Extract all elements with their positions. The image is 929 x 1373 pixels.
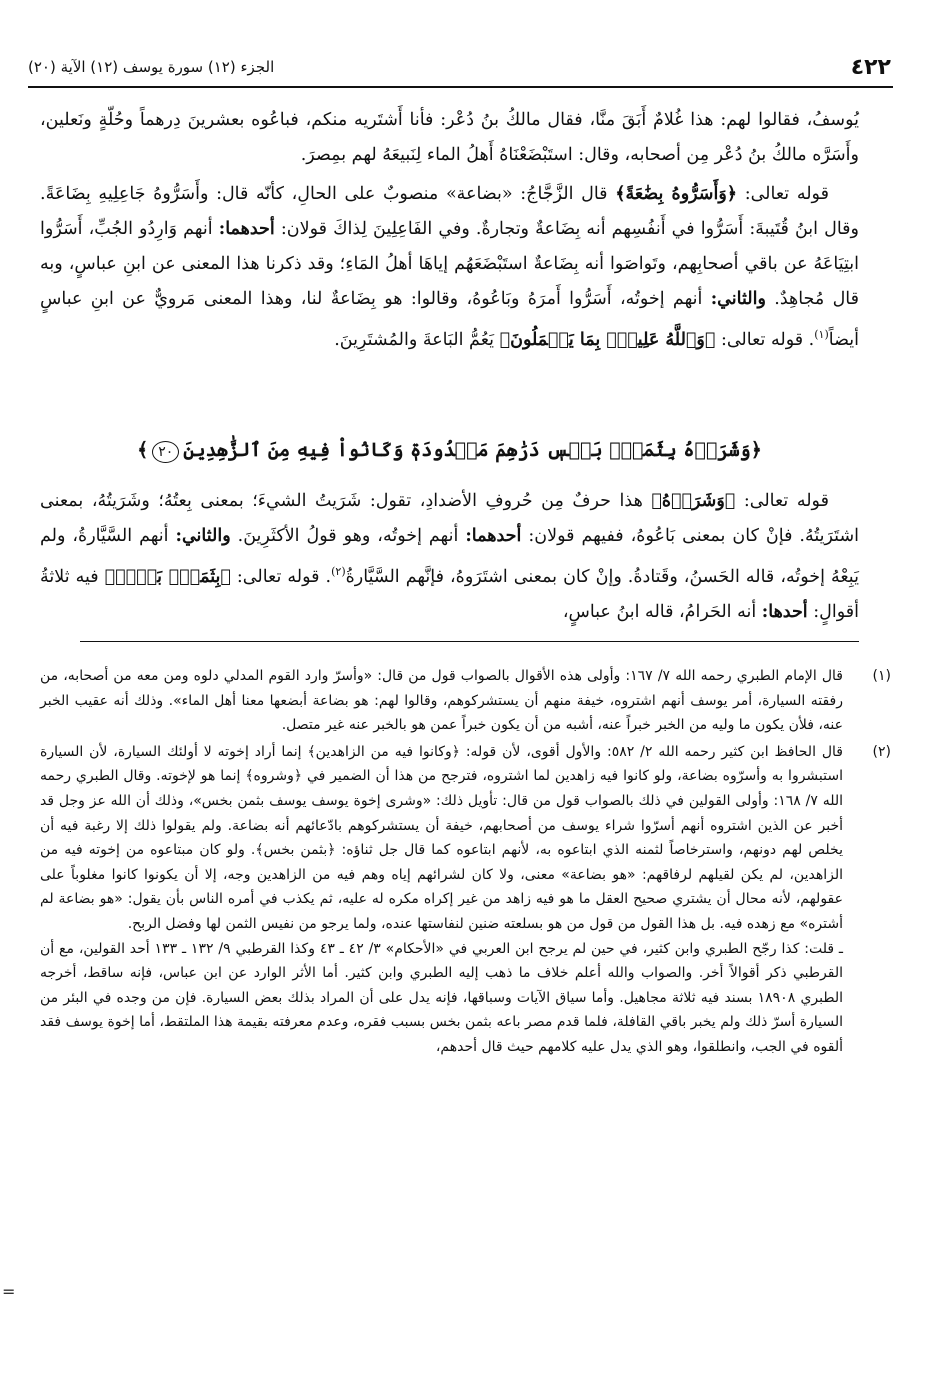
p2-verse: ﴿وَأَسَرُّوهُ بِضَٰعَةً﴾ [615, 184, 738, 204]
footnote-ref-1[interactable]: (١) [814, 328, 829, 341]
paragraph-2 [40, 177, 859, 358]
verse-text: ﴿وَشَرَوۡهُ بِثَمَنِۭ بَخۡسٖ دَرَٰهِمَ مَعۡدُودَةٖ وَكَانُواْ فِيهِ مِنَ ٱلزَّٰهِدِينَ [183, 439, 762, 461]
continuation-mark: = [2, 1282, 16, 1301]
verse-close: ﴾ [137, 439, 149, 461]
p3-verse: ﴿وَشَرَوۡهُ﴾ [651, 491, 736, 511]
p3-third-text: أنه الحَرامُ، قاله ابنُ عباسٍ، [562, 601, 757, 622]
p3-third-label: أحدها: [761, 601, 808, 622]
footnote-rule [80, 641, 859, 642]
page-number: ٤٢٢ [850, 54, 891, 80]
running-head [28, 50, 891, 84]
second-close: يَعُمُّ البَاعةَ والمُشتَرِينَ. [334, 329, 495, 350]
main-text [40, 103, 859, 362]
footnote-marker: (٢) [872, 743, 891, 760]
footnote-2 [40, 740, 891, 1060]
p3-end-2: فيه ثلاثةُ أقوالٍ: [40, 566, 859, 622]
header-rule [28, 86, 893, 88]
verse-2: ﴿وَٱللَّهُ عَلِيمُۢ بِمَا يَعۡمَلُونَ﴾ [499, 329, 716, 350]
p3-verse-2: ﴿بِثَمَنِۭ بَخۡسٖ﴾ [104, 566, 231, 587]
first-text: أنهم وَارِدُو الجُبِّ، أَسَرُّوا ابتِيَاعَهُ عن باقي أصحابِهم، وتَواصَوا أنه بِضَاعةٌ استَبْضَعَهُم إياهَا أهلُ المَاءِ؛ وقد ذكرنا هذا المعنى عن ابنِ عباسٍ، وبه قال مُجاهِدٌ. [40, 219, 859, 309]
footnote-body [40, 740, 843, 1060]
footnote-1 [40, 664, 891, 738]
p3-second-text: أنهم السَّيَّارةُ، ولم يَبِعْهُ إخوتُه، قاله الحَسنُ، وقَتادةُ. وإنْ كان بمعنى اشتَرَوهُ، فإنَّهم السَّيَّارةُ [40, 526, 859, 587]
p2-rest: قال الزَّجَّاجُ: «بضاعة» منصوبٌ على الحالِ، كأنّه قال: وأَسَرُّوهُ جَاعِلِيهِ بِضَاعَةً. وقال ابنُ قُتَيبةَ: أَسَرُّوا في أَنفُسِهم أنه بِضَاعةٌ وتجارةٌ. وفي الفَاعِلِينَ لِذاكَ قولان: [40, 184, 859, 239]
p3-first-text: أنهم إخوتُه، وهو قولُ الأكثَرِينَ. [237, 526, 459, 546]
footnote-text: قال الإمام الطبري رحمه الله ٧/ ١٦٧: وأولى هذه الأقوال بالصواب قول من قال: «وأسرّ وارد القوم المدلي دلوه ومن معه من أصحابه، من رفقته السيارة، أمر يوسف أنهم اشتروه، خيفة منهم أن يستشركوهم، وقالوا لهم: هو بضاعة أبضعها معنا أهل الماء». وذلك أنه عقيب الخبر عنه، فلأن يكون ما وليه من الخبر خبراً عنه، أشبه من أن يكون خبراً عمن هو بالخبر عنه غير متصل. [40, 668, 843, 734]
paragraph-3 [40, 484, 859, 630]
p3-rest: هذا حرفٌ مِن حُروفِ الأضدادِ، تقول: شَرَيتُ الشيءَ؛ بمعنى بِعتُهُ؛ وشَرَيتُهُ، بمعنى اشتَرَيتُهُ. فإنْ كان بمعنى بَاعُوهُ، ففيهم قولان: [40, 491, 859, 546]
main-text-2 [40, 484, 859, 630]
verse-number: ٢٠ [152, 441, 179, 463]
verse-heading [40, 432, 859, 468]
p2-prefix: قوله تعالى: [744, 184, 829, 204]
p3-second-label: والثاني: [175, 526, 231, 546]
second-label: والثاني: [710, 289, 766, 309]
footnotes [40, 664, 891, 1062]
footnote-text: قال الحافظ ابن كثير رحمه الله ٢/ ٥٨٢: والأول أقوى، لأن قوله: ﴿وكانوا فيه من الزاهدين﴾ إنما أراد إخوته لا أولئك السيارة، لأن السيارة استبشروا به وأسرّوه بضاعة، ولو كانوا فيه زاهدين لما اشتروه، فترجح من هذا أن الضمير في ﴿وشروه﴾ إنما هو لإخوته. وقال الطبري رحمه الله ٧/ ١٦٨: وأولى القولين في ذلك بالصواب قول من قال: تأويل ذلك: «وشرى إخوة يوسف يوسف بثمن بخس»، وذلك أن الله عز وجل قد أخبر عن الذين اشتروه أنهم أسرّوا شراء يوسف من أصحابهم، خيفة أن يستشركوهم بادّعائهم أنه بضاعة. ولم يقولوا ذلك إلا رغبة فيه أن يخلص لهم دونهم، واسترخاصاً لثمنه الذي ابتاعوه به، لأنهم ابتاعوه كما قال جل ثناؤه: ﴿بثمن بخس﴾. ولو كان مبتاعوه من إخوته فيه من الزاهدين، لم يكن لقيلهم لرفاقهم: «هو بضاعة» معنى، ولا كان لشرائهم إياه وهم فيه من الزاهدين وجه، إلا أن يكونوا كانوا مغلوباً على عقولهم، لأنه محال أن يشتري صحيح العقل ما هو فيه زاهد من غير إكراه مكره له عليه، ثم يكذب في أمره الناس بأن يقول: «هو بضاعة لم أشتره» مع زهده فيه. بل هذا القول من قول من هو بسلعته ضنين لنفاستها عنده، ولما يرجو من نفيس الثمن لها وفضل الربح. [40, 743, 843, 932]
footnote-body [40, 664, 843, 738]
header-title: الجزء (١٢) سورة يوسف (١٢) الآية (٢٠) [28, 58, 275, 76]
p3-first-label: أحدهما: [465, 526, 522, 546]
footnote-editor-note: ـ قلت: كذا رجّح الطبري وابن كثير، في حين لم يرجح ابن العربي في «الأحكام» ٣/ ٤٢ ـ ٤٣ وكذا القرطبي ٩/ ١٣٢ ـ ١٣٣ أحد القولين، مع أن القرطبي ذكر أقوالاً أخر. والصواب والله أعلم خلاف ما ذهب إليه الطبري وابن كثير. أما الأثر الوارد عن ابن عباس، فإنه ساقط، أخرجه الطبري ١٨٩٠٨ بسند فيه ثلاثة مجاهيل. وأما سياق الآيات وسباقها، فإنه يدل على أن المراد بذلك بعض السيارة. فإن من وجده في البئر من السيارة أسرّ ذلك ولم يخبر باقي القافلة، فلما قدم مصر باعه بثمن بخس بسبب فقره، وعدم معرفته بقيمة هذا الملتقط، أما إخوة يوسف فقد ألقوه في الجب، وانطلقوا، وهو الذي يدل عليه كلامهم حيث قال أحدهم، [40, 940, 844, 1055]
p3-end: . قوله تعالى: [236, 566, 332, 587]
p3-prefix: قوله تعالى: [743, 491, 829, 511]
paragraph-1: يُوسفُ، فقالوا لهم: هذا غُلامٌ أَبَقَ منَّا، فقال مالكُ بنُ دُعْر: فأنا أَشتَريه منكم، فباعُوه بعشرينَ دِرهماً وحُلّةٍ ونَعلين، وأَسَرَّه مالكُ بنُ دُعْر مِن أصحابه، وقال: استَبْضَعْنَاهُ أَهلُ الماء لِنَبيعَهُ لهم بمِصرَ. [40, 110, 859, 165]
second-text: أنهم إخوتُه، أَسَرُّوا أَمرَهُ وبَاعُوهُ، وقالوا: هو بِضَاعةٌ لنا، وهذا المعنى مَرويٌّ عن ابنِ عباسٍ أيضاً [40, 289, 859, 350]
footnote-marker: (١) [872, 668, 891, 684]
footnote-ref-2[interactable]: (٢) [331, 565, 346, 578]
first-label: أحدهما: [218, 219, 275, 239]
second-end: . قوله تعالى: [720, 329, 815, 350]
